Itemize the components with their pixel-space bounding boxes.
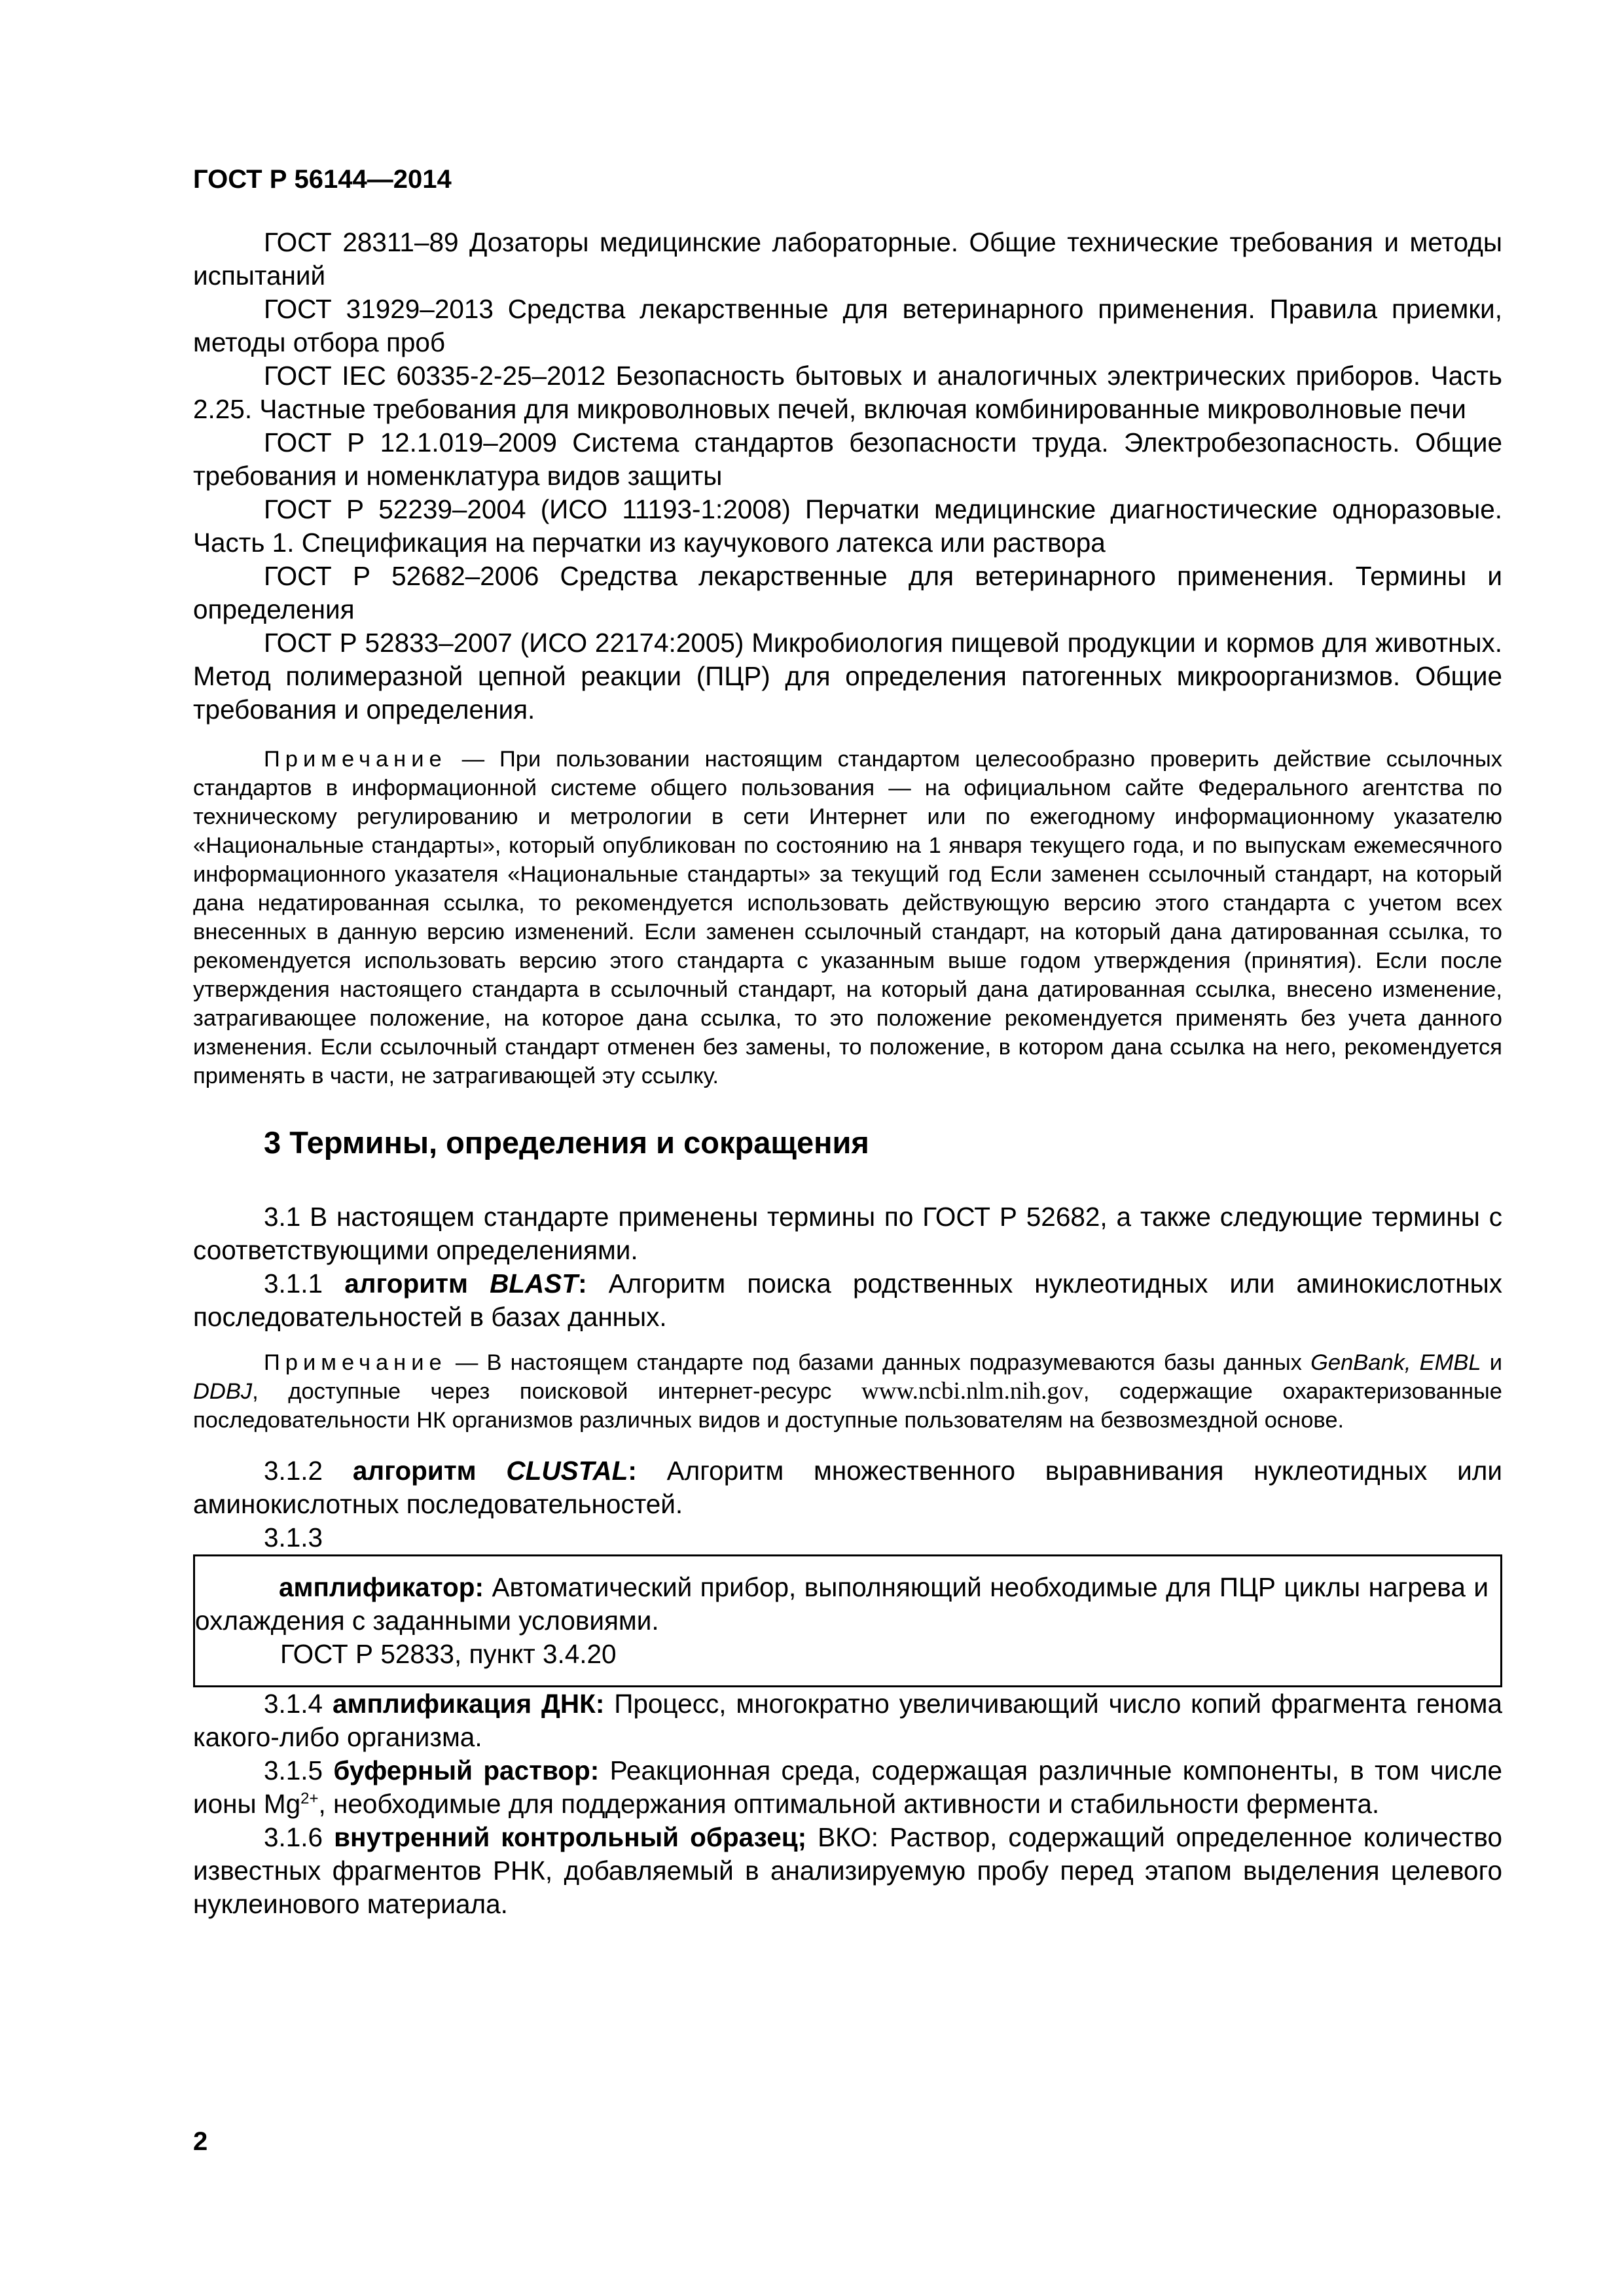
document-code-header: ГОСТ Р 56144—2014 bbox=[193, 165, 452, 194]
reference-item: ГОСТ 31929–2013 Средства лекарственные для ветеринарного применения. Правила приемки, методы отбора проб bbox=[193, 294, 1502, 357]
note-text: и bbox=[1481, 1350, 1503, 1375]
term-source: ГОСТ Р 52833, пункт 3.4.20 bbox=[280, 1639, 617, 1669]
term-number: 3.1.5 bbox=[264, 1755, 334, 1785]
term-name bbox=[344, 1268, 586, 1299]
term-definition: Реакционная среда, содержащая различные компоненты, в том числе ионы Mg bbox=[193, 1755, 1502, 1819]
term-colon: : bbox=[628, 1456, 637, 1486]
term-number: 3.1.1 bbox=[264, 1268, 345, 1299]
term-number: 3.1.2 bbox=[264, 1456, 353, 1486]
term-definition: Автоматический прибор, выполняющий необходимые для ПЦР циклы нагрева и охлаждения с заданными условиями. bbox=[195, 1572, 1489, 1636]
term-acronym: CLUSTAL bbox=[506, 1456, 628, 1486]
term-word: алгоритм bbox=[344, 1268, 490, 1299]
reference-item: ГОСТ IEC 60335-2-25–2012 Безопасность бытовых и аналогичных электрических приборов. Часть 2.25. Частные требования для микроволновых печей, включая комбинированные микроволновые печи bbox=[193, 361, 1502, 424]
term-3-1-6 bbox=[193, 1821, 1502, 1921]
note-databases bbox=[193, 1348, 1502, 1435]
term-definition: Алгоритм поиска родственных нуклеотидных или аминокислотных последовательностей в базах данных. bbox=[193, 1268, 1502, 1332]
section-heading: 3 Термины, определения и сокращения bbox=[264, 1125, 869, 1160]
note-text: , доступные через поисковой интернет-ресурс bbox=[252, 1379, 862, 1404]
term-definition: Алгоритм множественного выравнивания нуклеотидных или аминокислотных последовательностей. bbox=[193, 1456, 1502, 1519]
database-name: DDBJ bbox=[193, 1379, 253, 1404]
ion-charge: 2+ bbox=[300, 1789, 319, 1808]
term-definition: Процесс, многократно увеличивающий число копий фрагмента генома какого-либо организма. bbox=[193, 1689, 1503, 1752]
term-colon: : bbox=[578, 1268, 587, 1299]
note-label: Примечание bbox=[264, 1350, 447, 1375]
note-text: , содержащие охарактеризованные последовательности НК организмов различных видов и доступные пользователям на безвозмездной основе. bbox=[193, 1379, 1502, 1433]
reference-item: ГОСТ Р 52833–2007 (ИСО 22174:2005) Микробиология пищевой продукции и кормов для животных. Метод полимеразной цепной реакции (ПЦР) для определения патогенных микроорганизмов. Общие требования и определения. bbox=[193, 628, 1502, 725]
term-3-1-2 bbox=[193, 1454, 1502, 1521]
term-3-1-1 bbox=[193, 1267, 1502, 1334]
term-3-1-3 bbox=[195, 1571, 1500, 1638]
page-number: 2 bbox=[193, 2127, 208, 2156]
reference-item: ГОСТ 28311–89 Дозаторы медицинские лабораторные. Общие технические требования и методы испытаний bbox=[193, 227, 1502, 291]
term-3-1-4 bbox=[193, 1687, 1502, 1754]
terms-intro: 3.1 В настоящем стандарте применены термины по ГОСТ Р 52682, а также следующие термины с соответствующими определениями. bbox=[193, 1202, 1502, 1265]
term-definition: ВКО: Раствор, содержащий определенное количество известных фрагментов РНК, добавляемый в анализируемую пробу перед этапом выделения целевого нуклеинового материала. bbox=[193, 1822, 1502, 1919]
page-body bbox=[193, 226, 1502, 1921]
term-name: внутренний контрольный образец; bbox=[334, 1822, 807, 1852]
reference-item: ГОСТ Р 12.1.019–2009 Система стандартов безопасности труда. Электробезопасность. Общие требования и номенклатура видов защиты bbox=[193, 427, 1502, 491]
term-number: 3.1.6 bbox=[264, 1822, 334, 1852]
note-text: — При пользовании настоящим стандартом целесообразно проверить действие ссылочных стандартов в информационной системе общего пользования — на официальном сайте Федерального агентства по техническому регулированию и метрологии в сети Интернет или по ежегодному информационному указателю «Национальные стандарты», который опубликован по состоянию на 1 января текущего года, и по выпускам ежемесячного информационного указателя «Национальные стандарты» за текущий год Если заменен ссылочный стандарт, на который дана недатированная ссылка, то рекомендуется использовать действующую версию этого стандарта с учетом всех внесенных в данную версию изменений. Если заменен ссылочный стандарт, на который дана датированная ссылка, то рекомендуется использовать версию этого стандарта с указанным выше годом утверждения (принятия). Если после утверждения настоящего стандарта в ссылочный стандарт, на который дана датированная ссылка, внесено изменение, затрагивающее положение, на которое дана ссылка, то это положение рекомендуется применять без учета данного изменения. Если ссылочный стандарт отменен без замены, то положение, в котором дана ссылка на него, рекомендуется применять в части, не затрагивающей эту ссылку. bbox=[193, 747, 1502, 1088]
note-label: Примечание bbox=[264, 747, 447, 772]
term-definition: , необходимые для поддержания оптимальной активности и стабильности фермента. bbox=[318, 1789, 1380, 1819]
term-number: 3.1.3 bbox=[264, 1522, 323, 1552]
term-name bbox=[353, 1456, 637, 1486]
resource-url: www.ncbi.nlm.nih.gov bbox=[861, 1378, 1083, 1405]
note-references bbox=[193, 745, 1502, 1090]
term-word: алгоритм bbox=[352, 1456, 507, 1486]
term-3-1-5 bbox=[193, 1754, 1502, 1821]
term-number: 3.1.4 bbox=[264, 1689, 333, 1719]
term-name: амплификатор: bbox=[279, 1572, 484, 1602]
reference-item: ГОСТ Р 52682–2006 Средства лекарственные для ветеринарного применения. Термины и определения bbox=[193, 561, 1502, 624]
borrowed-term-box bbox=[193, 1554, 1502, 1687]
term-name: амплификация ДНК: bbox=[333, 1689, 605, 1719]
database-names: GenBank, EMBL bbox=[1310, 1350, 1481, 1375]
note-text: — В настоящем стандарте под базами данных подразумеваются базы данных bbox=[446, 1350, 1311, 1375]
term-name: буферный раствор: bbox=[333, 1755, 600, 1785]
reference-item: ГОСТ Р 52239–2004 (ИСО 11193-1:2008) Перчатки медицинские диагностические одноразовые. Часть 1. Спецификация на перчатки из каучукового латекса или раствора bbox=[193, 494, 1502, 558]
term-acronym: BLAST bbox=[490, 1268, 579, 1299]
